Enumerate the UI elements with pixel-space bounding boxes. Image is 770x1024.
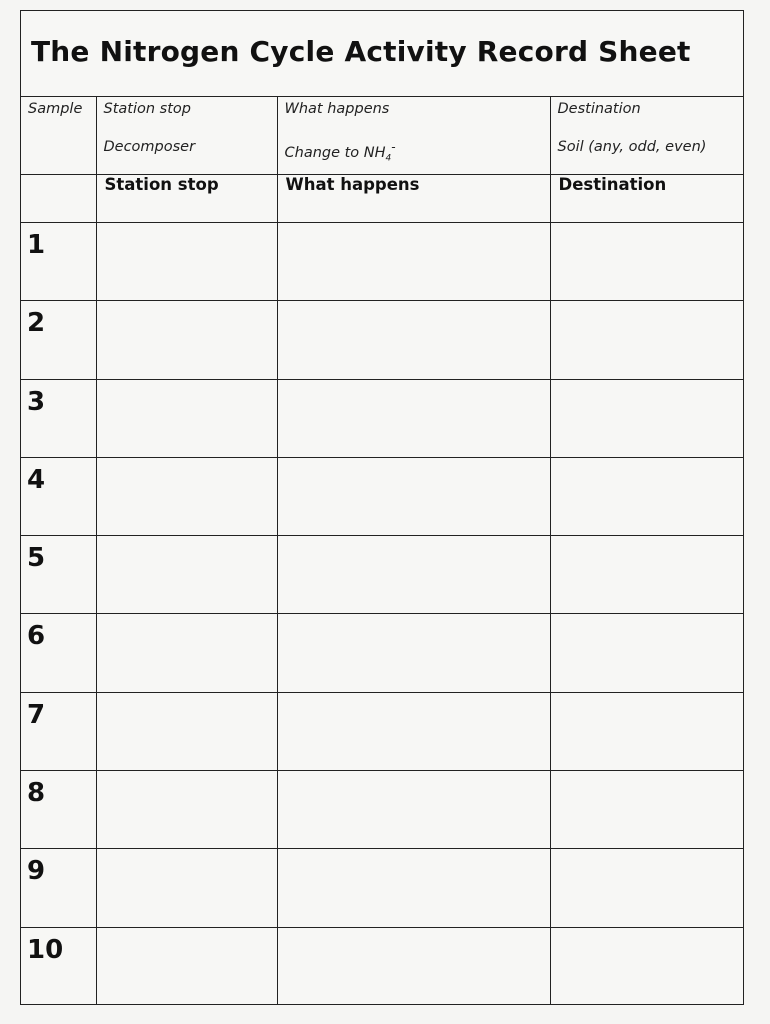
- what-happens-cell[interactable]: [277, 223, 550, 301]
- what-happens-cell[interactable]: [277, 692, 550, 770]
- header-what-happens: What happens: [285, 175, 420, 194]
- what-happens-cell[interactable]: [277, 301, 550, 379]
- station-stop-cell[interactable]: [96, 457, 277, 535]
- row-number: 4: [27, 464, 46, 495]
- row-number: 7: [27, 699, 46, 730]
- station-stop-cell[interactable]: [96, 927, 277, 1005]
- example-sample-label: Sample: [28, 101, 83, 117]
- station-stop-cell[interactable]: [96, 849, 277, 927]
- table-row: [21, 692, 743, 770]
- row-number: 9: [27, 856, 46, 887]
- row-number: 5: [27, 543, 46, 574]
- station-stop-cell[interactable]: [96, 301, 277, 379]
- what-happens-cell[interactable]: [277, 536, 550, 614]
- example-what-label: What happens: [284, 101, 390, 117]
- what-happens-cell[interactable]: [277, 849, 550, 927]
- header-destination: Destination: [558, 175, 667, 194]
- header-sample-cell: [21, 175, 96, 223]
- what-happens-cell[interactable]: [277, 771, 550, 849]
- table-row: [21, 457, 743, 535]
- destination-cell[interactable]: [550, 536, 743, 614]
- row-number: 10: [27, 934, 64, 965]
- station-stop-cell[interactable]: [96, 771, 277, 849]
- table-row: [21, 927, 743, 1005]
- destination-cell[interactable]: [550, 457, 743, 535]
- example-row: [21, 97, 743, 175]
- what-happens-cell[interactable]: [277, 614, 550, 692]
- header-station-cell: [96, 175, 277, 223]
- what-happens-cell[interactable]: [277, 927, 550, 1005]
- example-station-cell: [96, 97, 277, 175]
- destination-cell[interactable]: [550, 849, 743, 927]
- row-number-cell: [21, 301, 96, 379]
- station-stop-cell[interactable]: [96, 614, 277, 692]
- record-table: [21, 96, 743, 1005]
- table-row: [21, 301, 743, 379]
- header-destination-cell: [550, 175, 743, 223]
- example-destination-cell: [550, 97, 743, 175]
- destination-cell[interactable]: [550, 223, 743, 301]
- title-row: [21, 11, 743, 97]
- row-number-cell: [21, 536, 96, 614]
- row-number: 1: [27, 230, 46, 260]
- destination-cell[interactable]: [550, 614, 743, 692]
- header-what-cell: [277, 175, 550, 223]
- row-number-cell: [21, 457, 96, 535]
- table-row: [21, 771, 743, 849]
- example-station-label: Station stop: [103, 101, 191, 117]
- row-number-cell: [21, 614, 96, 692]
- station-stop-cell[interactable]: [96, 379, 277, 457]
- table-row: [21, 849, 743, 927]
- table-row: [21, 223, 743, 301]
- example-destination-value: Soil (any, odd, even): [557, 139, 707, 155]
- what-happens-cell[interactable]: [277, 379, 550, 457]
- row-number-cell: [21, 771, 96, 849]
- row-number: 6: [27, 621, 46, 652]
- example-station-value: Decomposer: [103, 139, 196, 155]
- destination-cell[interactable]: [550, 379, 743, 457]
- row-number: 2: [27, 308, 46, 339]
- destination-cell[interactable]: [550, 927, 743, 1005]
- header-row: [21, 175, 743, 223]
- table-row: [21, 536, 743, 614]
- station-stop-cell[interactable]: [96, 223, 277, 301]
- example-what-value: [278, 138, 550, 168]
- table-row: [21, 614, 743, 692]
- example-destination-label: Destination: [557, 101, 641, 117]
- row-number: 8: [27, 778, 46, 809]
- record-sheet: [20, 10, 744, 1005]
- example-what-value-superscript: -: [391, 140, 396, 154]
- example-what-value-text: Change to NH: [284, 144, 386, 161]
- example-what-cell: [277, 97, 550, 175]
- destination-cell[interactable]: [550, 692, 743, 770]
- row-number-cell: [21, 379, 96, 457]
- table-row: [21, 379, 743, 457]
- row-number-cell: [21, 223, 96, 301]
- station-stop-cell[interactable]: [96, 692, 277, 770]
- example-what-value-subscript: 4: [385, 153, 392, 164]
- example-sample-cell: [21, 97, 96, 175]
- header-station-stop: Station stop: [104, 175, 219, 194]
- station-stop-cell[interactable]: [96, 536, 277, 614]
- destination-cell[interactable]: [550, 771, 743, 849]
- destination-cell[interactable]: [550, 301, 743, 379]
- row-number-cell: [21, 692, 96, 770]
- page-title: The Nitrogen Cycle Activity Record Sheet: [31, 35, 691, 68]
- row-number: 3: [27, 386, 46, 417]
- row-number-cell: [21, 849, 96, 927]
- what-happens-cell[interactable]: [277, 457, 550, 535]
- row-number-cell: [21, 927, 96, 1005]
